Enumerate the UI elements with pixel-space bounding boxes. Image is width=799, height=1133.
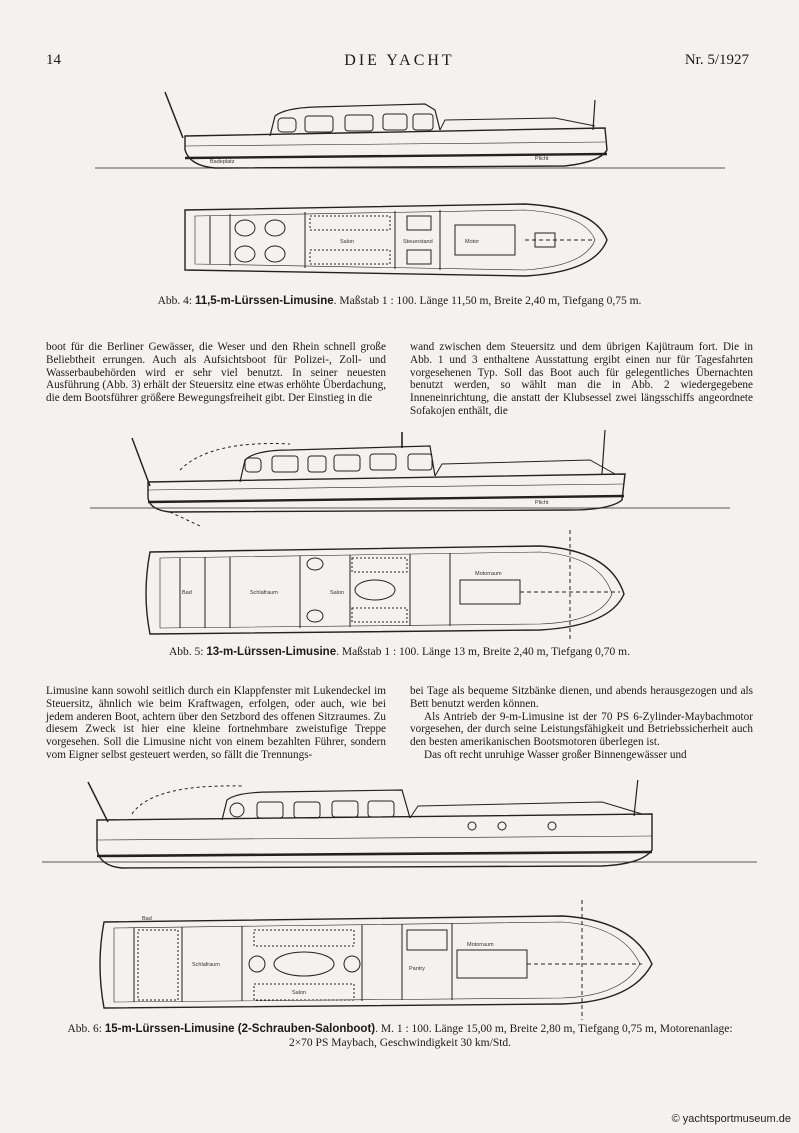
fig5-label-motorraum: Motorraum — [475, 571, 502, 577]
paragraph: wand zwischen dem Steuersitz und dem übrigen Kajütraum fort. Die in Abb. 1 und 3 enthaltene Ausstattung ergibt einen nur für Tagesfahrten vorgesehenen Typ. Soll das Boot auch für gelegentliches Übernachten benutzt werden, so wählt man die in Abb. 2 wiedergegebene Inneneinrichtung, die anstatt der Klubsessel zwei längsschiffs angeordnete Sofakojen enthält, die — [410, 341, 753, 417]
paragraph: bei Tage als bequeme Sitzbänke dienen, und abends herausgezogen und als Bett benutzt werden können. — [410, 685, 753, 710]
fig4-label-motor: Motor — [465, 239, 480, 245]
figure-6-caption — [60, 1022, 740, 1050]
fig4-label-badeplatz: Badeplatz — [210, 159, 235, 165]
paragraph: boot für die Berliner Gewässer, die Weser und den Rhein schnell große Beliebtheit errungen. Auch als Aufsichtsboot für Polizei-, Zoll- und Wasserbaubehörden wird er sehr viel benutzt. In seiner neuesten Ausführung (Abb. 3) erhält der Steuersitz eine etwas erhöhte Überdachung, die dem Bootsführer größere Bewegungsfreiheit gibt. Der Einstieg in die — [46, 341, 386, 405]
figure-6-title: 15-m-Lürssen-Limusine (2-Schrauben-Salonboot) — [104, 1023, 376, 1035]
paragraph: Als Antrieb der 9-m-Limusine ist der 70 PS 6-Zylinder-Maybachmotor vorgesehen, der durch seine Leistungsfähigkeit und Betriebssicherheit auch den besten amerikanischen Bootsmotoren überlegen ist. — [410, 710, 753, 749]
fig5-label-bad: Bad — [182, 590, 192, 596]
figure-5-label: Abb. 5: — [169, 646, 204, 658]
paragraph: Das oft recht unruhige Wasser großer Binnengewässer und — [424, 748, 687, 761]
figure-5-caption — [60, 645, 739, 659]
figure-6-label: Abb. 6: — [67, 1023, 102, 1035]
fig5-label-schlafraum: Schlafraum — [250, 590, 278, 596]
figure-4-caption — [40, 294, 759, 308]
figure-4-label: Abb. 4: — [157, 295, 193, 307]
text-block-1-right — [410, 341, 753, 418]
text-block-2-left — [46, 685, 386, 762]
figure-4-title: 11,5-m-Lürssen-Limusine — [194, 295, 334, 307]
fig4-label-plicht: Plicht — [535, 156, 549, 162]
fig6-label-schlafraum: Schlafraum — [192, 962, 220, 968]
watermark: © yachtsportmuseum.de — [671, 1113, 791, 1125]
figure-5-details: . Maßstab 1 : 100. Länge 13 m, Breite 2,40 m, Tiefgang 0,70 m. — [336, 646, 630, 658]
page-number: 14 — [46, 52, 61, 68]
fig6-label-salon: Salon — [292, 990, 307, 996]
figure-4-details: . Maßstab 1 : 100. Länge 11,50 m, Breite 2,40 m, Tiefgang 0,75 m. — [333, 295, 642, 307]
fig4-label-steuerstand: Steuerstand — [403, 239, 433, 245]
magazine-title: DIE YACHT — [344, 52, 455, 69]
fig4-label-salon: Salon — [340, 239, 355, 245]
issue-number: Nr. 5/1927 — [684, 52, 749, 68]
figure-5-title: 13-m-Lürssen-Limusine — [206, 646, 337, 658]
figure-4-drawing — [95, 90, 725, 290]
fig6-label-motorraum: Motorraum — [467, 942, 494, 948]
figure-6-details: . M. 1 : 100. Länge 15,00 m, Breite 2,80 m, Tiefgang 0,75 m, Motorenanlage: 2×70 PS Maybach, Geschwindigkeit 30 km/Std. — [288, 1023, 733, 1049]
fig5-label-salon: Salon — [330, 590, 345, 596]
text-block-1-left — [46, 341, 386, 405]
fig6-label-pantry: Pantry — [409, 966, 425, 972]
fig6-label-bad: Bad — [142, 916, 152, 922]
figure-6-drawing — [42, 780, 757, 1020]
figure-5-drawing — [90, 430, 730, 640]
fig5-label-plicht: Plicht — [535, 500, 549, 506]
paragraph: Limusine kann sowohl seitlich durch ein Klappfenster mit Lukendeckel im Steuersitz, ähnlich wie beim Kraftwagen, erfolgen, oder auch, wie bei jedem anderen Boot, achtern über den Setzbord des offenen Sitzraumes. Zu diesem Zweck ist hier eine kleine fortnehmbare zweistufige Treppe vorgesehen. Soll die Limusine nicht von einem bezahlten Führer, sondern vom Eigner selbst gesteuert werden, so fällt die Trennungs- — [46, 685, 386, 761]
text-block-2-right — [410, 685, 753, 762]
